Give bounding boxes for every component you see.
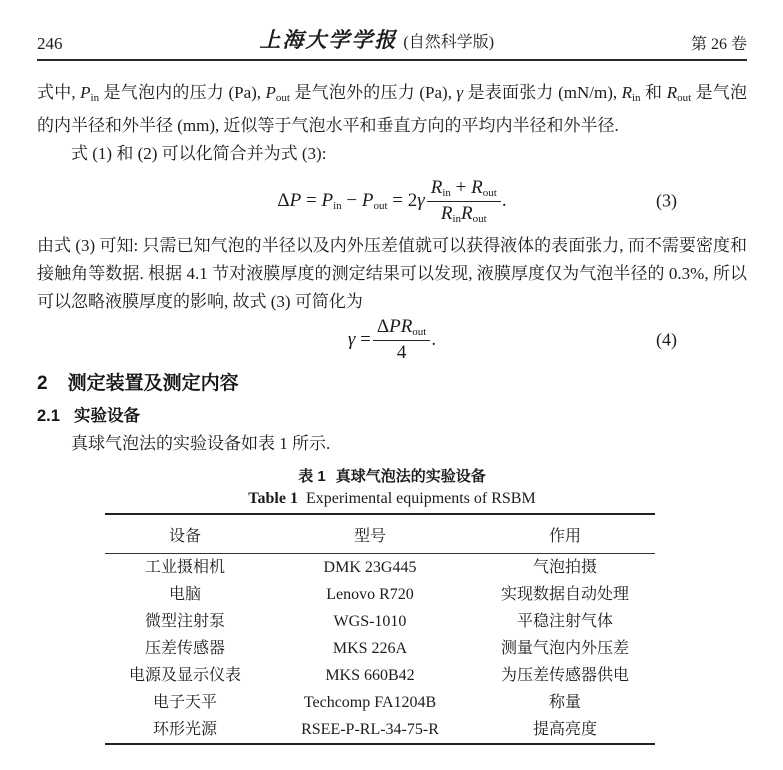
cell-function: 气泡拍摄 (532, 559, 597, 576)
section-2-1-title: 实验设备 (73, 407, 140, 425)
table-row (105, 554, 655, 582)
cell-model: Lenovo R720 (326, 586, 414, 603)
equation-4-number: (4) (656, 329, 677, 350)
table-caption (37, 467, 747, 510)
paragraph-derivation: 由式 (3) 可知: 只需已知气泡的半径以及内外压差值就可以获得液体的表面张力, 而不需要密度和接触角等数据. 根据 4.1 节对液膜厚度的测定结果可以发现, 液膜厚度仅为气泡半径的 0.3%, 所以可以忽略液膜厚度的影响, 故式 (3) 可简化为 (37, 236, 747, 311)
journal-page (0, 24, 783, 770)
cell-model: RSEE-P-RL-34-75-R (301, 721, 439, 738)
equation-3-period: . (501, 190, 507, 211)
table-header-row (105, 514, 655, 554)
table-row (105, 689, 655, 716)
equation-3-body (277, 177, 506, 225)
paragraph-symbol-definitions: 式中, Pin 是气泡内的压力 (Pa), Pout 是气泡外的压力 (Pa), γ 是表面张力 (mN/m), Rin 和 Rout 是气泡的内半径和外半径 (mm), 近似等于气泡水平和垂直方向的平均内半径和外半径. (37, 83, 748, 135)
cell-device: 微型注射泵 (144, 613, 225, 630)
cell-device: 电子天平 (152, 694, 217, 711)
table-row (105, 662, 655, 689)
equation-4 (37, 316, 747, 364)
section-2-1-heading (37, 404, 747, 428)
table-row (105, 716, 655, 744)
table-row (105, 581, 655, 608)
table-caption-en (37, 488, 747, 510)
volume-label: 第 26 卷 (690, 36, 747, 53)
equation-4-numerator: ΔPRout (373, 316, 431, 341)
running-head (37, 24, 747, 61)
cell-function: 测量气泡内外压差 (500, 640, 629, 657)
cell-model: DMK 23G445 (323, 559, 417, 576)
equation-3-numerator: Rin + Rout (427, 177, 501, 202)
cell-device: 电脑 (168, 586, 201, 603)
equation-4-denominator: 4 (396, 342, 407, 363)
equipment-table-body (105, 554, 655, 745)
table-caption-en-title: Experimental equipments of RSBM (305, 490, 536, 507)
cell-device: 工业摄相机 (144, 559, 225, 576)
equation-4-body (348, 316, 436, 364)
journal-edition: (自然科学版) (403, 34, 495, 51)
cell-device: 压差传感器 (144, 640, 225, 657)
equation-3-lhs: ΔP = Pin − Pout = 2γ (277, 190, 425, 212)
cell-function: 称量 (548, 694, 581, 711)
cell-model: MKS 226A (332, 640, 408, 657)
paragraph-lead-in: 式 (1) 和 (2) 可以化简合并为式 (3): (71, 144, 327, 163)
cell-model: WGS-1010 (333, 613, 407, 630)
section-2-title: 测定装置及测定内容 (67, 373, 239, 394)
cell-function: 为压差传感器供电 (500, 667, 629, 684)
section-2-heading (37, 370, 747, 397)
table-caption-zh (37, 467, 747, 487)
equation-3 (37, 174, 747, 228)
cell-model: Techcomp FA1204B (303, 694, 437, 711)
column-header-function: 作用 (475, 514, 655, 554)
table-row (105, 608, 655, 635)
table-caption-en-label: Table 1 (248, 490, 298, 507)
equipment-table-header (105, 514, 655, 554)
equation-4-fraction (373, 316, 431, 364)
equation-3-fraction (427, 177, 501, 225)
cell-function: 实现数据自动处理 (500, 586, 629, 603)
section-2-number: 2 (37, 373, 48, 394)
table-caption-zh-title: 真球气泡法的实验设备 (335, 468, 486, 485)
cell-function: 提高亮度 (532, 721, 597, 738)
cell-device: 环形光源 (152, 721, 217, 738)
journal-title: 上海大学学报 (259, 28, 398, 52)
cell-device: 电源及显示仪表 (128, 667, 241, 684)
equation-3-denominator: RinRout (440, 203, 487, 225)
cell-model: MKS 660B42 (325, 667, 415, 684)
equation-4-lhs: γ = (347, 329, 371, 350)
equation-4-period: . (431, 329, 437, 350)
column-header-device: 设备 (105, 514, 265, 554)
column-header-model: 型号 (265, 514, 475, 554)
equipment-table (105, 513, 655, 745)
cell-function: 平稳注射气体 (516, 613, 613, 630)
table-row (105, 635, 655, 662)
table-caption-zh-label: 表 1 (298, 468, 326, 485)
page-number: 246 (37, 34, 63, 53)
journal-title-block (63, 24, 691, 54)
section-2-1-number: 2.1 (37, 407, 60, 425)
paragraph-table-intro: 真球气泡法的实验设备如表 1 所示. (71, 434, 331, 453)
equation-3-number: (3) (656, 190, 677, 211)
